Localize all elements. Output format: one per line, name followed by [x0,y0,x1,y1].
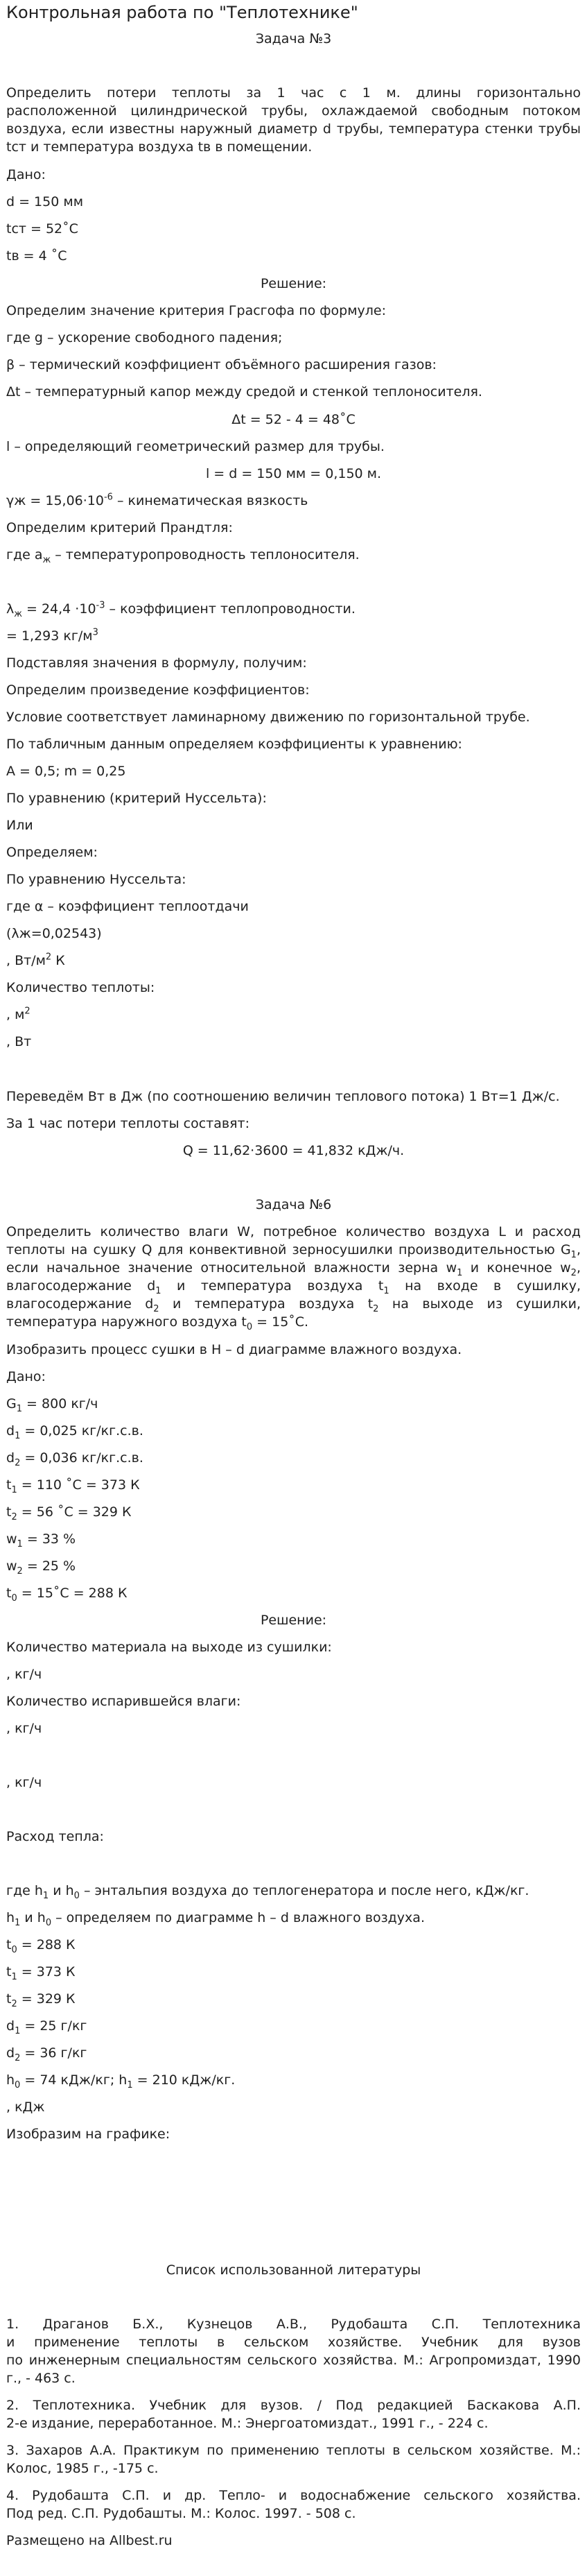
task6-solution-label: Решение: [260,1613,327,1628]
reference-item: Под ред. С.П. Рудобашты. М.: Колос. 1997. - 508 с. [6,2506,356,2521]
task3-statement-line: расположенной цилиндрической трубы, охлаждаемой свободным потоком [6,103,581,119]
task6-given-label: Дано: [6,1369,46,1384]
task6-text: Количество материала на выходе из сушилки: [6,1640,332,1655]
task6-value: $t_1 = 373$ К [6,1964,76,1982]
task3-text: где g – ускорение свободного падения; [6,330,283,345]
task6-text: $h_1$ и $h_0$ – определяем по диаграмме h – d влажного воздуха. [6,1910,425,1928]
task6-given: $t_1 = 110$ ˚С = 373 К [6,1477,140,1495]
task3-text: Определим произведение коэффициентов: [6,682,310,698]
reference-item: г., - 463 с. [6,2371,76,2386]
task6-unit: , кДж [6,2100,45,2115]
task6-given: $d_2 = 0,036$ кг/кг.с.в. [6,1450,143,1468]
task3-text: А = 0,5; m = 0,25 [6,764,126,779]
task6-given: $t_2 = 56$ ˚С = 329 К [6,1504,132,1522]
reference-item: 3. Захаров А.А. Практикум по применению теплоты в сельском хозяйстве. М.: [6,2443,581,2458]
task3-text: Определяем: [6,845,98,860]
task3-viscosity: $\gamma ж = 15,06\cdot 10^{-6}$ – кинематическая вязкость [6,492,308,508]
task6-unit: , кг/ч [6,1775,42,1790]
task3-conductivity: $\lambda_ж = 24,4 \cdot 10^{-3}$ – коэффициент теплопроводности. [6,600,356,619]
task3-text: Подставляя значения в формулу, получим: [6,655,307,671]
task3-density: = 1,293 $кг/м^3$ [6,627,98,644]
reference-item: Колос, 1985 г., -175 с. [6,2461,159,2476]
task6-given: $w_1 = 33$ % [6,1531,76,1549]
task3-text: Определим значение критерия Грасгофа по формуле: [6,303,387,318]
task6-unit: , кг/ч [6,1667,42,1682]
task3-text: Условие соответствует ламинарному движению по горизонтальной трубе. [6,710,530,725]
task6-value: $h_0 = 74$ кДж/кг; $h_1 = 210$ кДж/кг. [6,2072,236,2090]
task3-formula: Δt = 52 - 4 = 48˚С [231,412,356,427]
task3-diffusivity: где $a_ж$ – температуропроводность теплоносителя. [6,547,360,565]
task6-text: Расход тепла: [6,1829,104,1844]
task3-solution-label: Решение: [260,276,327,291]
task6-text: где $h_1$ и $h_0$ – энтальпия воздуха до теплогенератора и после него, кДж/кг. [6,1883,529,1901]
footer-text: Размещено на Allbest.ru [6,2533,173,2548]
task3-text: За 1 час потери теплоты составят: [6,1116,249,1131]
task6-value: $t_2 = 329$ К [6,1991,76,2009]
task3-text: Или [6,818,33,833]
task3-formula: l = d = 150 мм = 0,150 м. [205,466,382,481]
task6-value: $d_1 = 25$ г/кг [6,2018,87,2036]
task6-statement-line: теплоты на сушку Q для конвективной зерносушилки производительностью $G_1$, [6,1242,581,1260]
task3-text: β – термический коэффициент объёмного расширения газов: [6,357,437,372]
reference-item: по инженерным специальностям сельского хозяйства. М.: Агропромиздат, 1990 [6,2353,581,2368]
task3-given-tst: tст = 52˚С [6,221,78,237]
task6-given: $t_0$ = 15˚С = 288 К [6,1586,128,1604]
task6-given: $d_1 = 0,025$ кг/кг.с.в. [6,1423,143,1441]
reference-item: 2-е издание, переработанное. М.: Энергоатомиздат., 1991 г., - 224 с. [6,2416,489,2431]
task3-text: По уравнению (критерий Нуссельта): [6,791,267,806]
task6-value: $d_2 = 36$ г/кг [6,2045,87,2063]
task3-text: где α – коэффициент теплоотдачи [6,899,249,914]
task6-value: $t_0 = 288$ К [6,1937,76,1955]
task3-result: Q = 11,62·3600 = 41,832 кДж/ч. [182,1143,405,1158]
task3-heading: Задача №3 [255,31,332,46]
task6-given: $G_1 = 800$ кг/ч [6,1396,98,1414]
task6-heading: Задача №6 [255,1197,332,1212]
task3-statement-line: воздуха, если известны наружный диаметр d трубы, температура стенки трубы [6,121,581,137]
task3-text: Количество теплоты: [6,980,155,995]
task3-text: Δt – температурный капор между средой и стенкой теплоносителя. [6,384,482,400]
task3-given-tv: tв = 4 ˚С [6,248,67,264]
document-title: Контрольная работа по "Теплотехнике" [6,3,358,22]
task3-text: Переведём Вт в Дж (по соотношению величин теплового потока) 1 Вт=1 Дж/с. [6,1089,560,1104]
task6-text: Изобразить процесс сушки в Н – d диаграмме влажного воздуха. [6,1342,462,1357]
task3-text: Определим критерий Прандтля: [6,520,233,535]
references-heading: Список использованной литературы [166,2262,421,2278]
task6-text: Изобразим на графике: [6,2127,170,2142]
task6-unit: , кг/ч [6,1721,42,1736]
task3-statement-line: tст и температура воздуха tв в помещении. [6,139,313,155]
task6-statement-line: влагосодержание $d_1$ и температура воздуха $t_1$ на входе в сушилку, [6,1278,581,1296]
task3-given-d: d = 150 мм [6,194,84,209]
reference-item: 1. Драганов Б.Х., Кузнецов А.В., Рудобашта С.П. Теплотехника [6,2317,581,2332]
task3-given-label: Дано: [6,167,46,182]
task3-text: По уравнению Нуссельта: [6,872,186,887]
task3-unit: , Вт [6,1034,32,1049]
reference-item: 4. Рудобашта С.П. и др. Тепло- и водоснабжение сельского хозяйства. [6,2488,581,2503]
task6-statement-line: Определить количество влаги W, потребное количество воздуха L и расход [6,1224,581,1239]
reference-item: 2. Теплотехника. Учебник для вузов. / Под редакцией Баскакова А.П. [6,2398,581,2413]
task6-statement-line: если начальное значение относительной влажности зерна $w_1$ и конечное $w_2$, [6,1260,581,1278]
task3-text: По табличным данным определяем коэффициенты к уравнению: [6,737,462,752]
task3-statement-line: Определить потери теплоты за 1 час с 1 м. длины горизонтально [6,85,581,101]
task6-text: Количество испарившейся влаги: [6,1694,241,1709]
task6-statement-line: температура наружного воздуха $t_0$ = 15˚С. [6,1314,309,1332]
task3-text: l – определяющий геометрический размер для трубы. [6,439,385,454]
task6-given: $w_2 = 25$ % [6,1559,76,1577]
task6-statement-line: влагосодержание $d_2$ и температура воздуха $t_2$ на выходе из сушилки, [6,1296,581,1314]
task3-text: (λж=0,02543) [6,926,102,941]
reference-item: и применение теплоты в сельском хозяйстве. Учебник для вузов [6,2335,581,2350]
task3-unit: , $м^2$ [6,1006,30,1022]
task3-unit: , $Вт/м^2$ К [6,952,65,968]
